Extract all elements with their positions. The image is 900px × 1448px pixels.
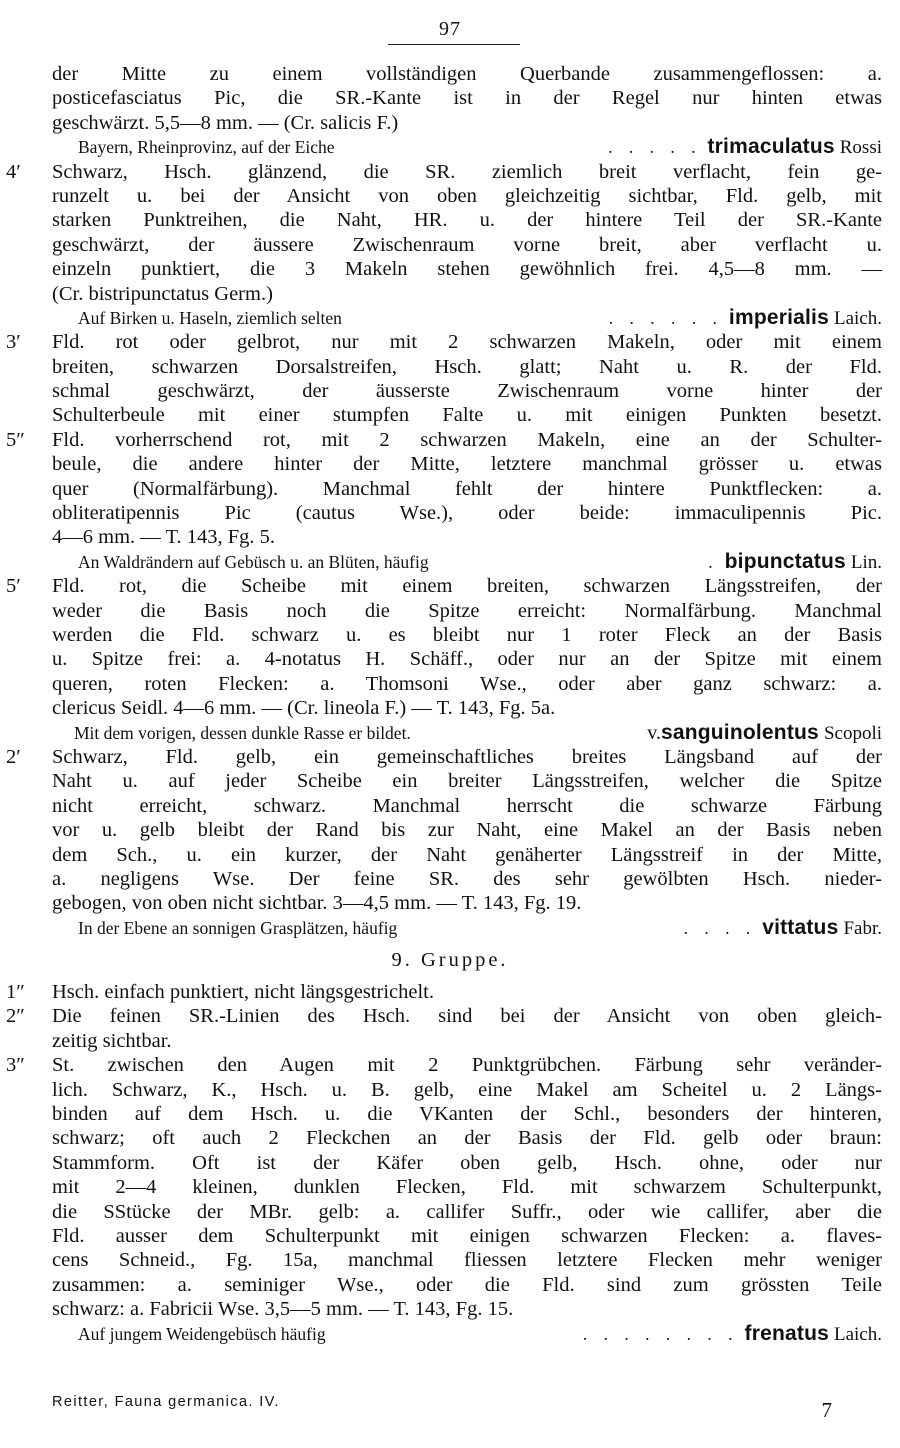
line-text: breiten, schwarzen Dorsalstreifen, Hsch. glatt; Naht u. R. der Fld.	[52, 355, 882, 378]
text-line	[0, 355, 900, 379]
text-line	[0, 525, 900, 549]
text-line	[0, 623, 900, 647]
text-line	[0, 208, 900, 232]
text-line	[0, 257, 900, 281]
line-text: werden die Fld. schwarz u. es bleibt nur 1 roter Fleck an der Basis	[52, 623, 882, 646]
line-text: Mit dem vorigen, dessen dunkle Rasse er bildet.	[74, 722, 411, 743]
text-line	[0, 1053, 900, 1077]
line-text: beule, die andere hinter der Mitte, letztere manchmal grösser u. etwas	[52, 453, 882, 476]
text-line	[0, 1029, 900, 1053]
text-line	[0, 1175, 900, 1199]
text-line	[0, 745, 900, 769]
text-line	[0, 794, 900, 818]
text-line	[0, 1004, 900, 1028]
leader-dots: . . . . . .	[608, 307, 723, 328]
line-text: schwarz; oft auch 2 Fleckchen an der Basis der Fld. gelb oder braun:	[52, 1127, 882, 1150]
line-text: vor u. gelb bleibt der Rand bis zur Naht, eine Makel an der Basis neben	[52, 819, 882, 842]
line-text: Fld. ausser dem Schulterpunkt mit einigen schwarzen Flecken: a. flaves-	[52, 1224, 882, 1247]
text-line	[0, 891, 900, 915]
line-text: In der Ebene an sonnigen Grasplätzen, häufig	[78, 917, 398, 938]
line-text: nicht erreicht, schwarz. Manchmal herrscht die schwarze Färbung	[52, 794, 882, 817]
line-text: cens Schneid., Fg. 15a, manchmal fliessen letztere Flecken mehr weniger	[52, 1249, 882, 1272]
signature-line: Reitter, Fauna germanica. IV.	[52, 1394, 280, 1410]
line-text: posticefasciatus Pic, die SR.-Kante ist in der Regel nur hinten etwas	[52, 87, 882, 110]
line-text: lich. Schwarz, K., Hsch. u. B. gelb, eine Makel am Scheitel u. 2 Längs-	[52, 1078, 882, 1101]
page-footer	[52, 1394, 892, 1424]
line-text: Naht u. auf jeder Scheibe ein breiter Längsstreifen, welcher die Spitze	[52, 770, 882, 793]
line-text: binden auf dem Hsch. u. die VKanten der Schl., besonders der hinteren,	[52, 1103, 882, 1126]
line-text: mit 2—4 kleinen, dunklen Flecken, Fld. mit schwarzem Schulterpunkt,	[52, 1176, 882, 1199]
text-line	[0, 330, 900, 354]
text-line	[0, 1151, 900, 1175]
couplet-mark: 4′	[6, 160, 21, 183]
line-text: St. zwischen den Augen mit 2 Punktgrübchen. Färbung sehr veränder-	[52, 1054, 882, 1077]
habitat-line	[0, 135, 900, 159]
line-text: zeitig sichtbar.	[52, 1029, 172, 1052]
line-text: An Waldrändern auf Gebüsch u. an Blüten, häufig	[78, 551, 429, 572]
text-line	[0, 428, 900, 452]
sheet-number: 7	[821, 1398, 832, 1422]
couplet-mark: 1″	[6, 981, 25, 1004]
species-name: bipunctatus	[724, 549, 846, 573]
line-text: queren, roten Flecken: a. Thomsoni Wse., oder aber ganz schwarz: a.	[52, 672, 882, 695]
couplet-mark: 3″	[6, 1054, 25, 1077]
line-text: Schwarz, Hsch. glänzend, die SR. ziemlich breit verflacht, fein ge-	[52, 160, 882, 183]
line-text: starken Punktreihen, die Naht, HR. u. der hintere Teil der SR.-Kante	[52, 209, 882, 232]
line-text: weder die Basis noch die Spitze erreicht: Normalfärbung. Manchmal	[52, 599, 882, 622]
leader-dots: . . . . . . . .	[582, 1323, 739, 1344]
line-text: Fld. vorherrschend rot, mit 2 schwarzen Makeln, eine an der Schulter-	[52, 428, 882, 451]
text-line	[0, 867, 900, 891]
text-line	[0, 1102, 900, 1126]
text-line	[0, 86, 900, 110]
line-text: schmal geschwärzt, der äusserste Zwischenraum vorne hinter der	[52, 380, 882, 403]
text-line	[0, 672, 900, 696]
line-text: Hsch. einfach punktiert, nicht längsgestrichelt.	[52, 981, 434, 1004]
text-line	[0, 769, 900, 793]
line-text: einzeln punktiert, die 3 Makeln stehen gewöhnlich frei. 4,5—8 mm. —	[52, 258, 882, 281]
line-text: u. Spitze frei: a. 4-notatus H. Schäff., oder nur an der Spitze mit einem	[52, 648, 882, 671]
page-number: 97	[439, 18, 461, 40]
text-line	[0, 647, 900, 671]
species-name: sanguinolentus	[660, 720, 819, 744]
text-line	[0, 233, 900, 257]
text-line	[0, 62, 900, 86]
line-text: Stammform. Oft ist der Käfer oben gelb, Hsch. ohne, oder nur	[52, 1151, 882, 1174]
habitat-line	[0, 550, 900, 574]
line-text: zusammen: a. seminiger Wse., oder die Fld. sind zum grössten Teile	[52, 1273, 882, 1296]
species-name: vittatus	[762, 915, 839, 939]
text-line	[0, 1200, 900, 1224]
line-text: Die feinen SR.-Linien des Hsch. sind bei der Ansicht von oben gleich-	[52, 1005, 882, 1028]
couplet-mark: 5′	[6, 575, 21, 598]
line-text: gebogen, von oben nicht sichtbar. 3—4,5 mm. — T. 143, Fg. 19.	[52, 892, 582, 915]
leader-dots: . . . . .	[608, 137, 702, 158]
habitat-line	[0, 916, 900, 940]
text-line	[0, 160, 900, 184]
species-author: Laich.	[833, 307, 882, 329]
line-text: Schwarz, Fld. gelb, ein gemeinschaftliches breites Längsband auf der	[52, 745, 882, 768]
text-line	[0, 1126, 900, 1150]
line-text: Fld. rot, die Scheibe mit einem breiten, schwarzen Längsstreifen, der	[52, 575, 882, 598]
text-line	[0, 477, 900, 501]
line-text: runzelt u. bei der Ansicht von oben gleichzeitig sichtbar, Fld. gelb, mit	[52, 184, 882, 207]
couplet-mark: 5″	[6, 428, 25, 451]
text-line	[0, 1248, 900, 1272]
line-text: die SStücke der MBr. gelb: a. callifer Suffr., oder wie callifer, aber die	[52, 1200, 882, 1223]
line-text: Schulterbeule mit einer stumpfen Falte u. mit einigen Punkten besetzt.	[52, 404, 882, 427]
species-name: frenatus	[744, 1321, 829, 1345]
header-rule	[388, 44, 520, 45]
text-line	[0, 403, 900, 427]
text-line	[0, 574, 900, 598]
leader-dots: .	[708, 551, 719, 572]
line-text: geschwärzt, der äussere Zwischenraum vorne breit, aber verflacht u.	[52, 233, 882, 256]
line-text: schwarz: a. Fabricii Wse. 3,5—5 mm. — T. 143, Fg. 15.	[52, 1298, 514, 1321]
line-text: clericus Seidl. 4—6 mm. — (Cr. lineola F.) — T. 143, Fg. 5a.	[52, 697, 556, 720]
body-text	[0, 62, 900, 1346]
line-text: geschwärzt. 5,5—8 mm. — (Cr. salicis F.)	[52, 111, 399, 134]
species-author: Fabr.	[843, 917, 882, 939]
line-text: Bayern, Rheinprovinz, auf der Eiche	[78, 137, 335, 158]
text-line	[0, 843, 900, 867]
couplet-mark: 2′	[6, 745, 21, 768]
line-text: a. negligens Wse. Der feine SR. des sehr gewölbten Hsch. nieder-	[52, 867, 882, 890]
species-author: Laich.	[833, 1323, 882, 1345]
text-line	[0, 1297, 900, 1321]
text-line	[0, 696, 900, 720]
habitat-line	[0, 1322, 900, 1346]
text-line	[0, 379, 900, 403]
text-line	[0, 111, 900, 135]
text-line	[0, 980, 900, 1004]
text-line	[0, 599, 900, 623]
line-text: quer (Normalfärbung). Manchmal fehlt der hintere Punktflecken: a.	[52, 477, 882, 500]
text-line	[0, 818, 900, 842]
species-name: trimaculatus	[707, 135, 835, 159]
text-line	[0, 452, 900, 476]
couplet-mark: 2″	[6, 1005, 25, 1028]
line-text: Auf Birken u. Haseln, ziemlich selten	[78, 307, 342, 328]
line-text: Fld. rot oder gelbrot, nur mit 2 schwarzen Makeln, oder mit einem	[52, 331, 882, 354]
section-heading	[0, 940, 900, 980]
text-line	[0, 1224, 900, 1248]
line-text: Auf jungem Weidengebüsch häufig	[78, 1323, 326, 1344]
line-text: 9. Gruppe.	[391, 949, 509, 972]
text-line	[0, 1078, 900, 1102]
species-author: Rossi	[839, 137, 882, 159]
species-author: Scopoli	[823, 722, 882, 744]
line-text: obliteratipennis Pic (cautus Wse.), oder beide: immaculipennis Pic.	[52, 502, 882, 525]
line-text: der Mitte zu einem vollständigen Querbande zusammengeflossen: a.	[52, 63, 882, 85]
leader-dots: . . . .	[683, 917, 757, 938]
couplet-mark: 3′	[6, 331, 21, 354]
text-line	[0, 501, 900, 525]
line-text: (Cr. bistripunctatus Germ.)	[52, 282, 273, 305]
line-text: 4—6 mm. — T. 143, Fg. 5.	[52, 526, 276, 549]
text-line	[0, 184, 900, 208]
variety-prefix: v.	[647, 721, 661, 744]
text-line	[0, 1273, 900, 1297]
species-name: imperialis	[728, 305, 829, 329]
species-author: Lin.	[850, 551, 882, 573]
habitat-line	[0, 306, 900, 330]
text-line	[0, 282, 900, 306]
habitat-line	[0, 721, 900, 745]
line-text: dem Sch., u. ein kurzer, der Naht genäherter Längsstreif in der Mitte,	[52, 843, 882, 866]
